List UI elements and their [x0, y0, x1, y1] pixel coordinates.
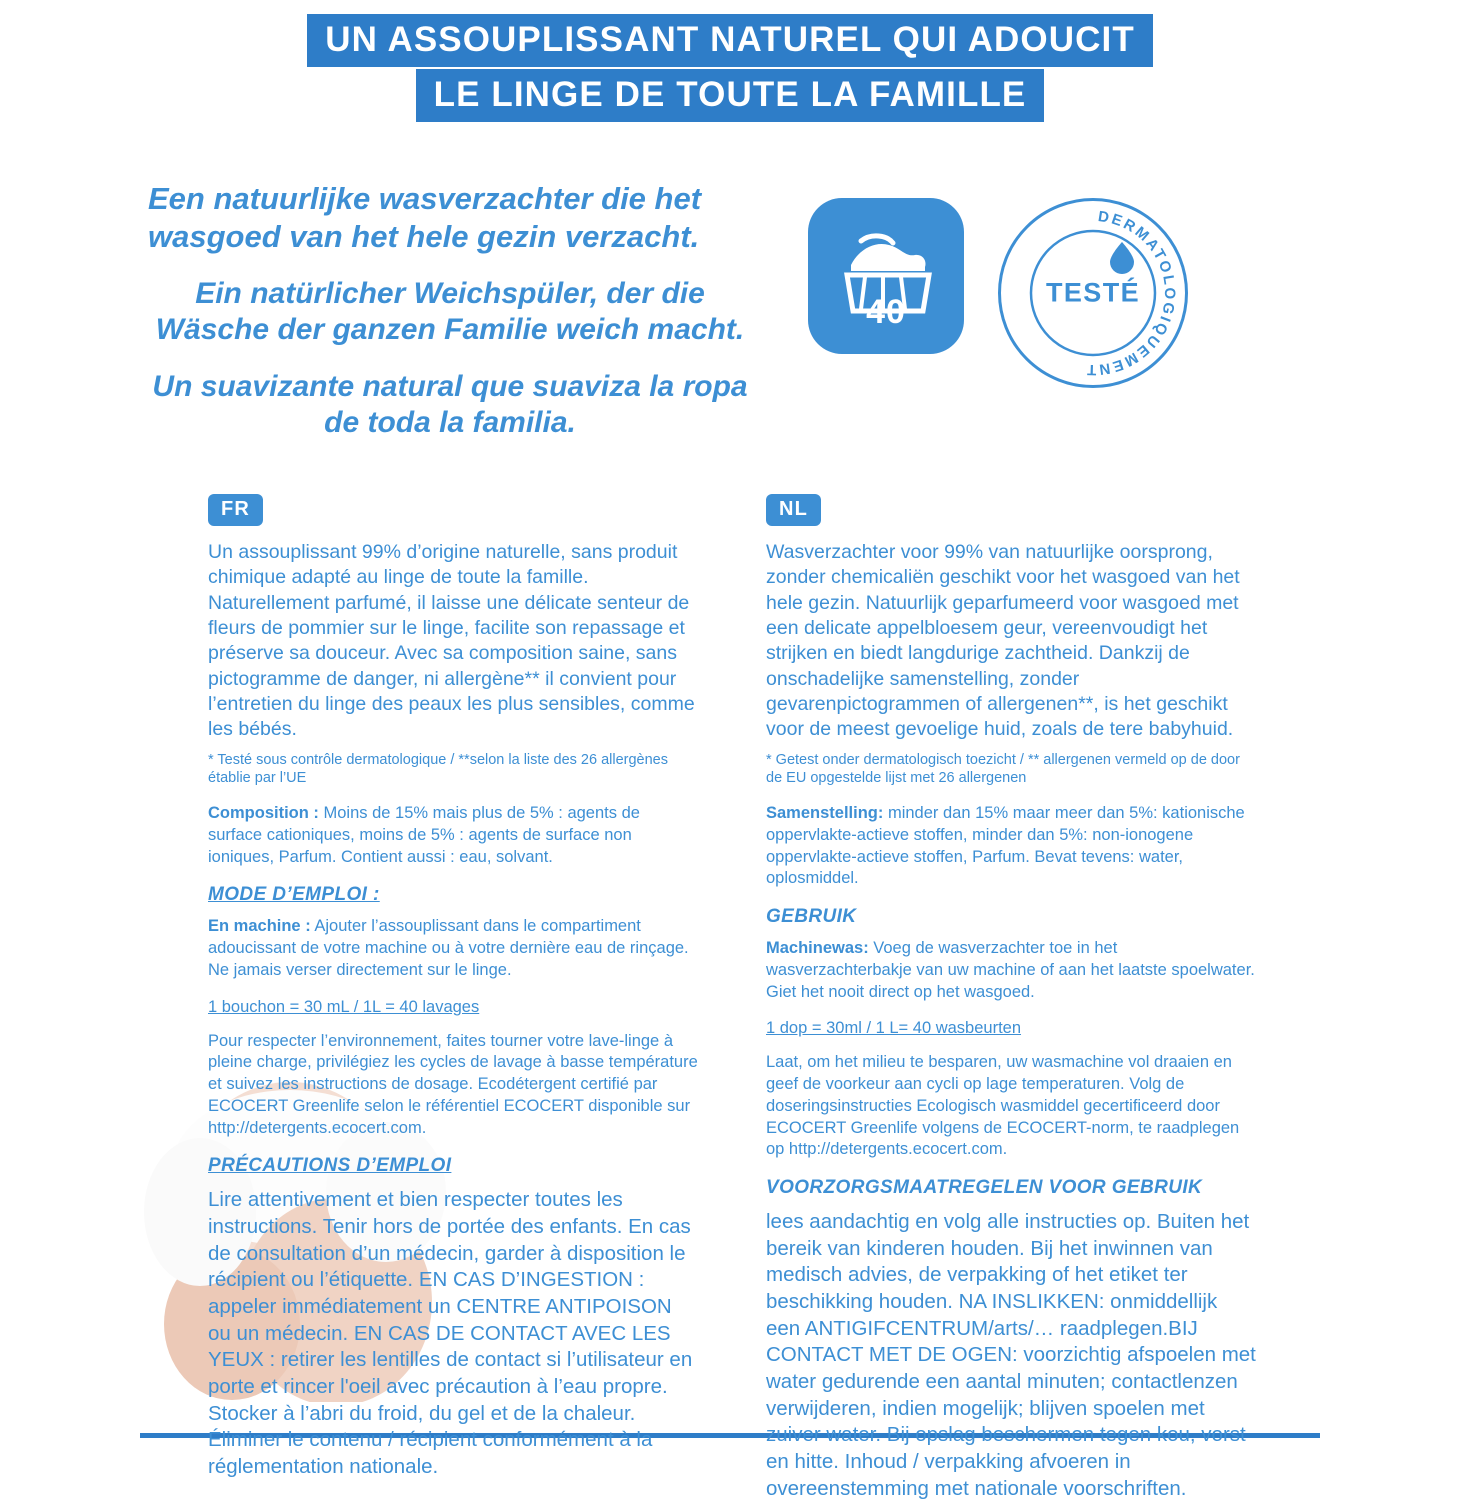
column-fr: [208, 494, 698, 1502]
fr-composition-label: Composition :: [208, 804, 319, 822]
nl-intro-text: Wasverzachter voor 99% van natuurlijke oorsprong, zonder chemicaliën geschikt voor het wasgoed van het hele gezin. Natuurlijk geparfumeerd voor wasgoed met een delicate appelbloesem geur, vereenvoudigt het strijken en biedt langdurige zachtheid. Dankzij de onschadelijke samenstelling, zonder gevarenpictogrammen of allergenen**, is het geschikt voor de meest gevoelige huid, zoals de tere babyhuid.: [766, 541, 1240, 741]
header-title-line-2: LE LINGE DE TOUTE LA FAMILLE: [416, 69, 1045, 122]
nl-precautions-title: VOORZORGSMAATREGELEN VOOR GEBRUIK: [766, 1177, 1203, 1199]
header-banner: [0, 0, 1460, 122]
fr-footnote: * Testé sous contrôle dermatologique / **selon la liste des 26 allergènes établie par l’UE: [208, 751, 668, 786]
fr-eco-text: Pour respecter l’environnement, faites tourner votre lave-linge à pleine charge, privilégiez les cycles de lavage à basse température et suivez les instructions de dosage. Ecodétergent certifié par ECOCERT Greenlife selon le référentiel ECOCERT disponible sur http://detergents.ecocert.com.: [208, 1031, 698, 1137]
fr-usage-title: MODE D’EMPLOI :: [208, 884, 380, 906]
lang-tag-fr: FR: [208, 494, 263, 526]
nl-eco-text: Laat, om het milieu te besparen, uw wasmachine vol draaien en geef de voorkeur aan cycli op lage temperaturen. Volg de doseringsinstructies Ecologisch wasmiddel gecertificeerd door ECOCERT Greenlife volgens de ECOCERT-norm, te raadplegen op http://detergents.ecocert.com.: [766, 1053, 1240, 1159]
svg-text:DERMATOLOGIQUEMENT: DERMATOLOGIQUEMENT: [1084, 207, 1179, 379]
nl-footnote: * Getest onder dermatologisch toezicht / ** allergenen vermeld op de door de EU opgestelde lijst met 26 allergenen: [766, 751, 1240, 786]
nl-usage-text: Voeg de wasverzachter toe in het wasverzachterbakje van uw machine of aan het laatste spoelwater. Giet het nooit direct op het wasgoed.: [766, 939, 1255, 1001]
nl-dosage: 1 dop = 30ml / 1 L= 40 wasbeurten: [766, 1019, 1022, 1038]
nl-precautions-text: lees aandachtig en volg alle instructies op. Buiten het bereik van kinderen houden. Bij het inwinnen van medisch advies, de verpakking of het etiket ter beschikking houden. NA INSLIKKEN: onmiddellijk een ANTIGIFCENTRUM/arts/… raadplegen.BIJ CONTACT MET DE OGEN: voorzichtig afspoelen met water gedurende een aantal minuten; contactlenzen verwijderen, indien mogelijk; blijven spoelen met zuiver water. Bij opslag beschermen tegen kou, vorst en hitte. Inhoud / verpakking afvoeren in overeenstemming met nationale voorschriften.: [766, 1210, 1256, 1500]
fr-precautions-text: Lire attentivement et bien respecter toutes les instructions. Tenir hors de portée des enfants. En cas de consultation d’un médecin, garder à disposition le récipient ou l’étiquette. EN CAS D’INGESTION : appeler immédiatement un CENTRE ANTIPOISON ou un médecin. EN CAS DE CONTACT AVEC LES YEUX : retirer les lentilles de contact si l’utilisateur en porte et rincer l'oeil avec précaution à l’eau propre. Stocker à l’abri du froid, du gel et de la chaleur. Éliminer le contenu / récipient conformément à la réglementation nationale.: [208, 1188, 693, 1478]
fr-intro-text: Un assouplissant 99% d’origine naturelle, sans produit chimique adapté au linge de toute la famille. Naturellement parfumé, il laisse une délicate senteur de fleurs de pommier sur le linge, facilite son repassage et préserve sa douceur. Avec sa composition saine, sans pictogramme de danger, ni allergène** il convient pour l’entretien du linge des peaux les plus sensibles, comme les bébés.: [208, 541, 695, 741]
wash-count-value: 40: [866, 293, 906, 331]
language-columns: [0, 494, 1460, 1502]
claim-es: Un suavizante natural que suaviza la ropa de toda la familia.: [152, 369, 748, 440]
fr-usage: [208, 916, 698, 981]
nl-usage-label: Machinewas:: [766, 939, 869, 958]
fr-composition: [208, 803, 698, 868]
fr-composition-text: Moins de 15% mais plus de 5% : agents de surface cationiques, moins de 5% : agents de surface non ioniques, Parfum. Contient aussi : eau, solvant.: [208, 804, 640, 866]
claims-block: [140, 180, 760, 442]
claim-de: Ein natürlicher Weichspüler, der die Wäsche der ganzen Familie weich macht.: [155, 276, 745, 347]
fr-precautions-title: PRÉCAUTIONS D’EMPLOI: [208, 1155, 452, 1177]
fr-usage-label: En machine :: [208, 917, 311, 936]
badge-center-label: TESTÉ: [1045, 277, 1141, 308]
wash-count-badge: [808, 198, 964, 354]
nl-composition-label: Samenstelling:: [766, 804, 884, 822]
badges-block: [808, 180, 1188, 388]
column-nl: [766, 494, 1256, 1502]
header-title-line-1: UN ASSOUPLISSANT NATUREL QUI ADOUCIT: [307, 14, 1153, 67]
claim-nl: Een natuurlijke wasverzachter die het wasgoed van het hele gezin verzacht.: [148, 181, 702, 254]
dermatologically-tested-badge: [998, 198, 1188, 388]
intro-section: [0, 180, 1460, 442]
nl-usage: [766, 938, 1256, 1003]
lang-tag-nl: NL: [766, 494, 821, 526]
nl-usage-title: GEBRUIK: [766, 906, 857, 928]
nl-composition: [766, 803, 1256, 890]
fr-dosage: 1 bouchon = 30 mL / 1L = 40 lavages: [208, 997, 480, 1016]
fr-usage-text: Ajouter l’assouplissant dans le compartiment adoucissant de votre machine ou à votre dernière eau de rinçage. Ne jamais verser directement sur le linge.: [208, 917, 689, 979]
nl-composition-text: minder dan 15% maar meer dan 5%: kationische oppervlakte-actieve stoffen, minder dan 5%: non-ionogene oppervlakte-actieve stoffen, Parfum. Bevat tevens: water, oplosmiddel.: [766, 804, 1245, 888]
